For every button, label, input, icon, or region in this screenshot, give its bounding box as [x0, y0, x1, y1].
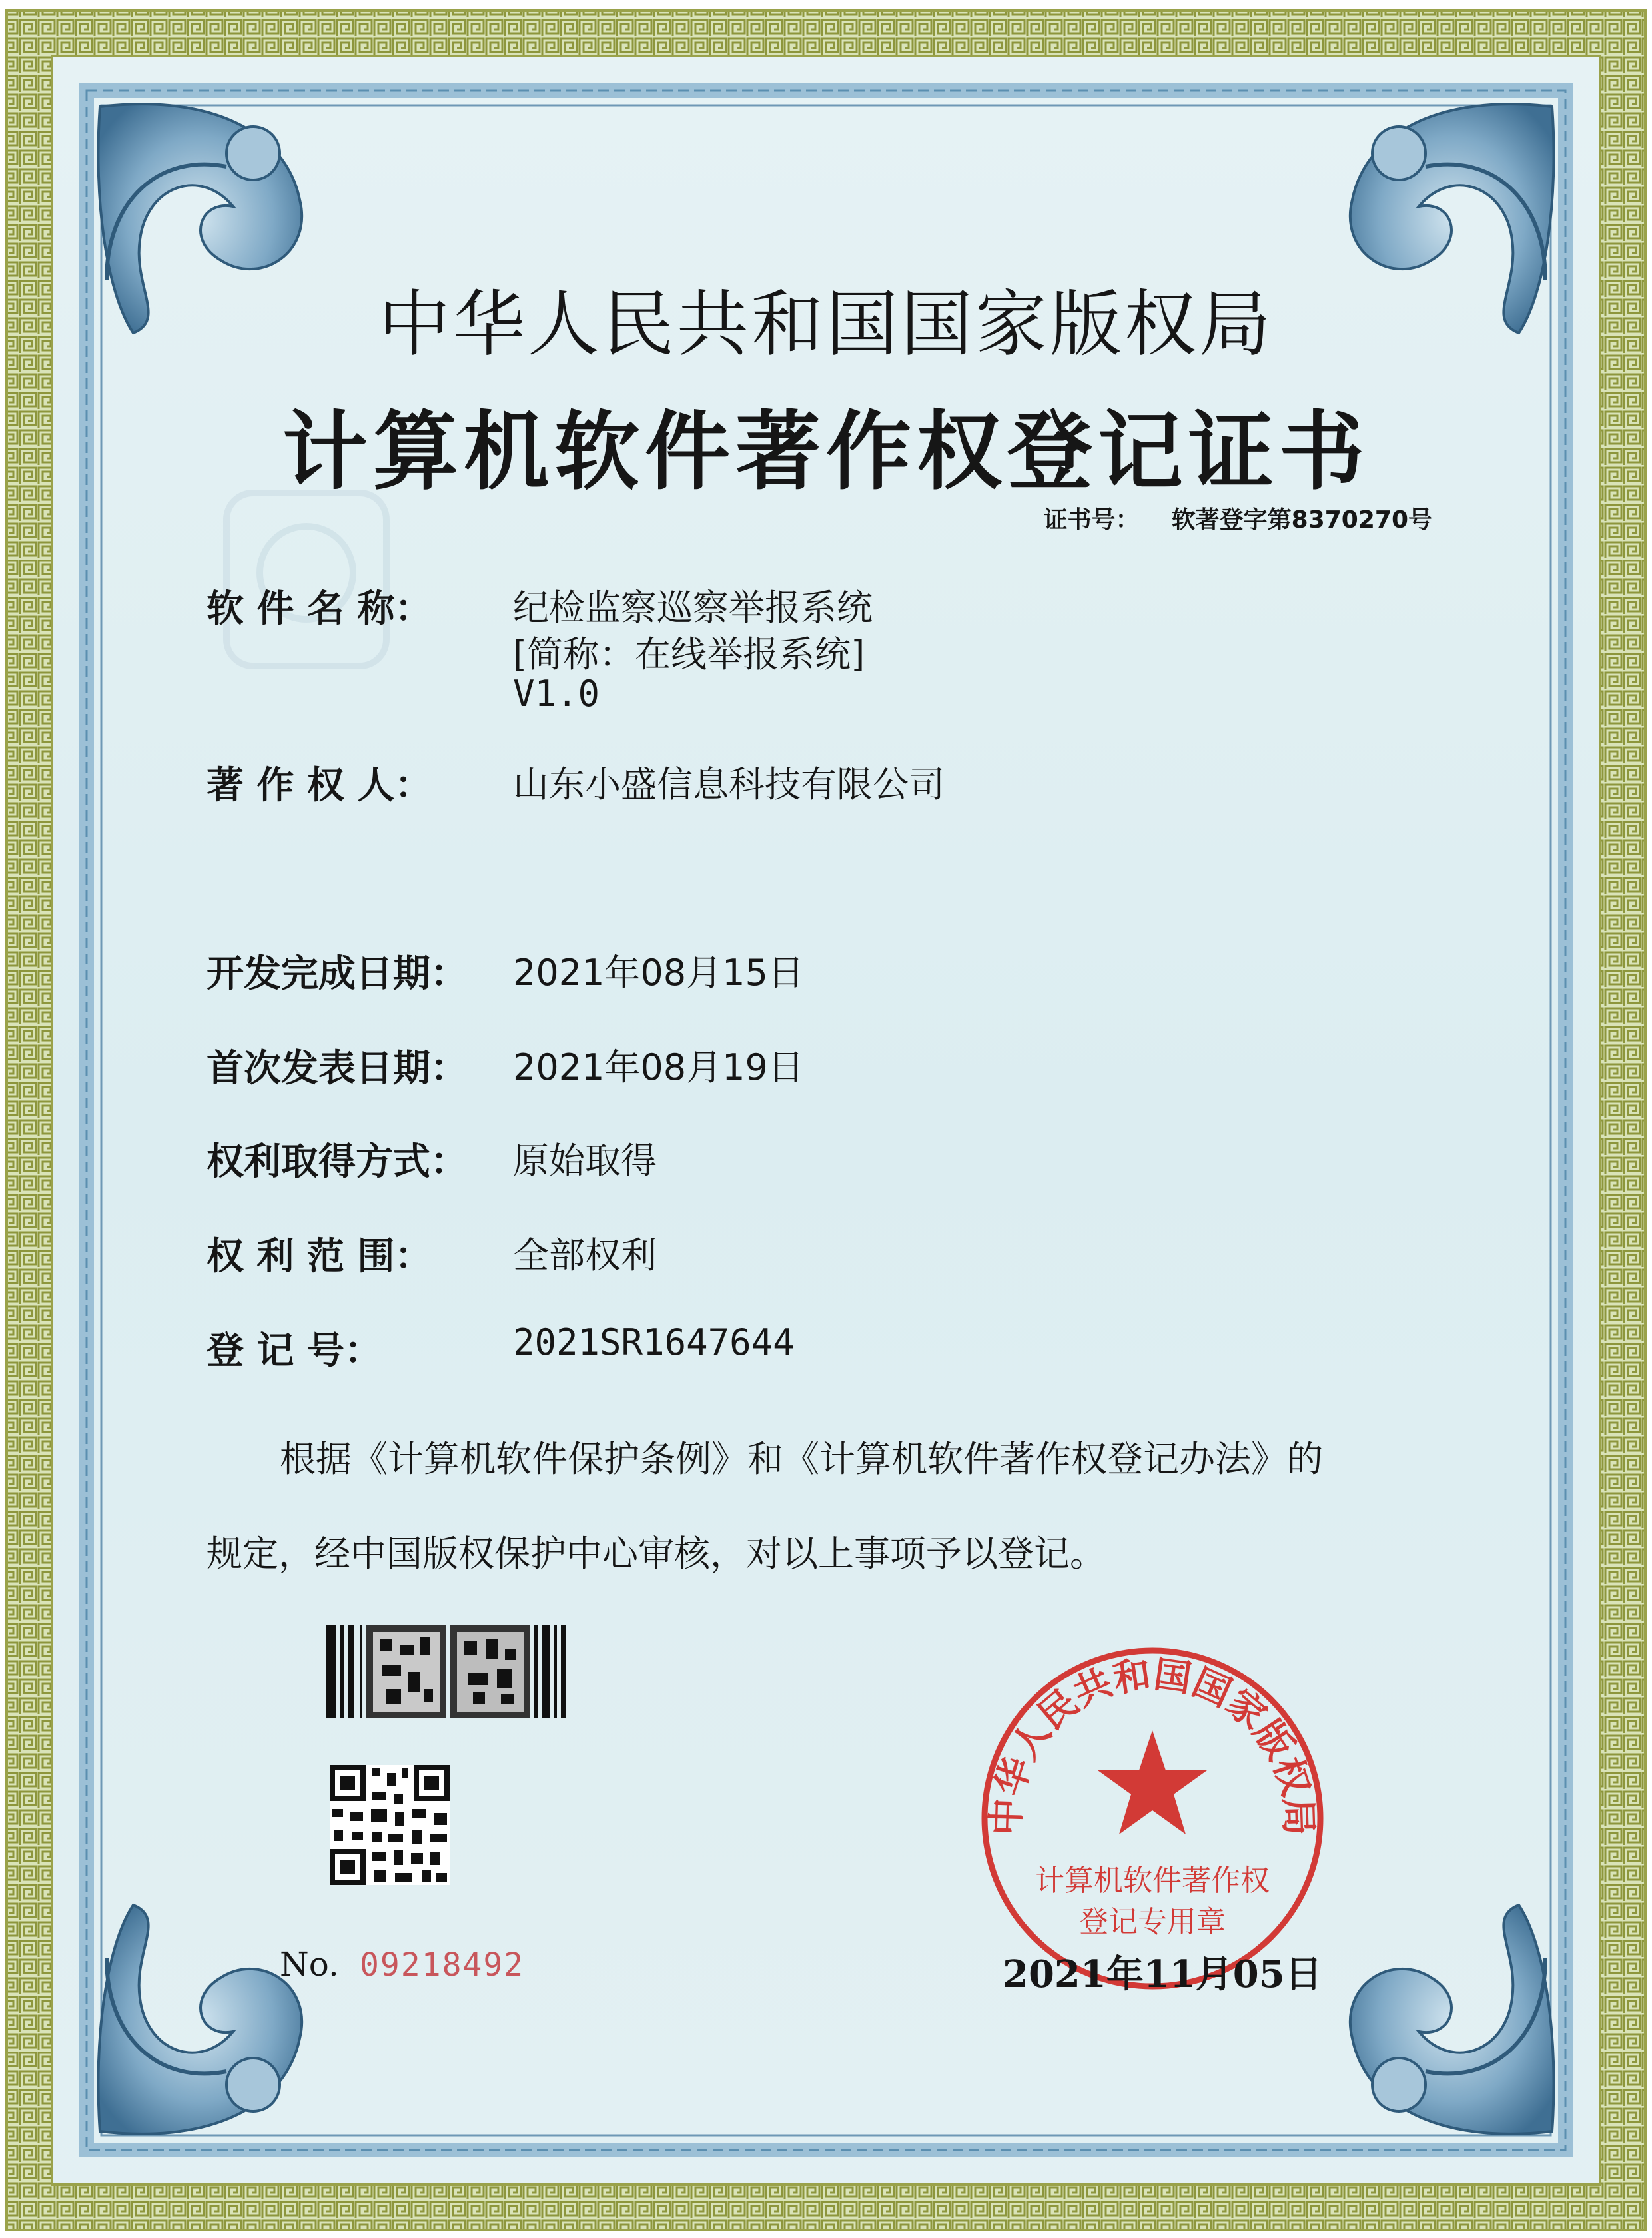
publication-date: 2021年08月19日: [513, 1046, 804, 1088]
copyright-owner: 山东小盛信息科技有限公司: [513, 763, 945, 805]
corner-ornament-bottom-right-icon: [1350, 1905, 1554, 2134]
software-name: 纪检监察巡察举报系统: [513, 587, 873, 629]
statement-line-2: 规定，经中国版权保护中心审核，对以上事项予以登记。: [206, 1533, 1106, 1575]
completion-date: 2021年08月15日: [513, 952, 804, 994]
acquisition-method: 原始取得: [513, 1140, 657, 1182]
certificate-title: 计算机软件著作权登记证书: [282, 402, 1370, 502]
software-short-name: [简称：在线举报系统]: [513, 633, 865, 675]
certificate-number-label: 证书号：: [1043, 506, 1140, 534]
official-seal: [973, 1639, 1332, 1998]
seal-line-2: 登记专用章: [1079, 1905, 1226, 1939]
field-label-software-name: 软 件 名 称：: [206, 587, 432, 631]
field-label-rights-scope: 权 利 范 围：: [206, 1235, 432, 1278]
field-label-completion-date: 开发完成日期：: [206, 952, 468, 996]
statement-line-1: 根据《计算机软件保护条例》和《计算机软件著作权登记办法》的: [280, 1438, 1323, 1480]
field-label-copyright-owner: 著 作 权 人：: [206, 764, 432, 807]
serial-number: 09218492: [360, 1946, 525, 1984]
seal-line-1: 计算机软件著作权: [1035, 1864, 1270, 1898]
field-label-registration-number: 登 记 号：: [206, 1329, 382, 1373]
corner-ornament-bottom-left-icon: [98, 1905, 302, 2134]
barcode-icon: [326, 1625, 566, 1718]
field-label-acquisition-method: 权利取得方式：: [206, 1140, 468, 1184]
software-version: V1.0: [513, 673, 600, 715]
seal-arc-text: 中华人民共和国国家版权局: [985, 1653, 1320, 1836]
certificate-number-value: 软著登字第8370270号: [1171, 506, 1432, 534]
certificate-number: [1044, 501, 1432, 535]
registration-number: 2021SR1647644: [513, 1321, 795, 1363]
field-label-publication-date: 首次发表日期：: [206, 1047, 468, 1090]
serial-number-label: No.: [280, 1945, 339, 1984]
rights-scope: 全部权利: [513, 1234, 657, 1276]
issue-date: 2021年11月05日: [1003, 1952, 1322, 1996]
seal-star-icon: [1098, 1730, 1207, 1834]
qr-code-icon: [330, 1765, 450, 1885]
issuing-authority: 中华人民共和国国家版权局: [378, 283, 1274, 366]
